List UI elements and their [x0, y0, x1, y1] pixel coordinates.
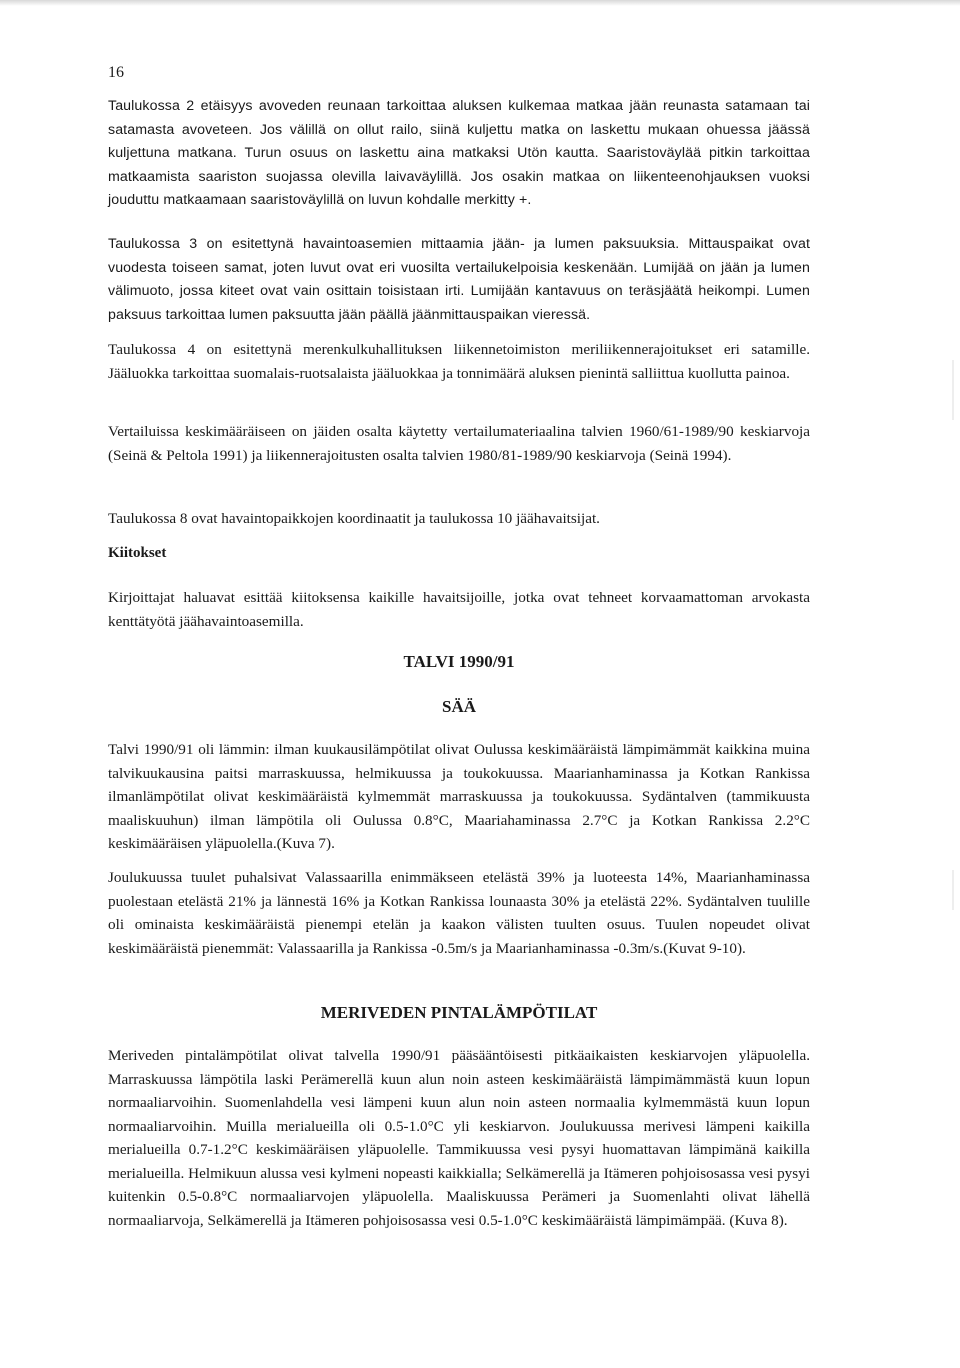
paragraph-taulukko-2: Taulukossa 2 etäisyys avoveden reunaan tarkoittaa aluksen kulkemaa matkaa jään reunasta satamaan tai satamasta avoveteen. Jos välillä on ollut railo, siinä kuljettu matka on laskettu mukaan ohuessa jäässä kuljettuna matkana. Turun osuus on laskettu aina matkaksi Utön kautta. Saaristoväylää pitkin tarkoittaa matkaamista saariston suojassa olevilla laivaväylillä. Jos osakin matkaa on liikenteenohjauksen vuoksi jouduttu matkaamaan saaristoväylillä on luvun kohdalle merkitty +. — [108, 98, 810, 208]
paragraph-tuulet: Joulukuussa tuulet puhalsivat Valassaarilla enimmäkseen etelästä 39% ja luoteesta 14%, Maarianhaminassa puolestaan etelästä 21% ja lännestä 16% ja Kotkan Rankissa lounaasta 30% ja etelästä 22%. Sydäntalven tuulille oli ominaista keskimääräistä pienempi etelän ja kaakon välisten tuulten osuus. Tuulen nopeudet olivat keskimääräistä pienemmät: Valassaarilla ja Rankissa -0.5m/s ja Maarianhaminassa -0.3m/s.(Kuvat 9-10). — [108, 869, 810, 957]
page-number: 16 — [108, 64, 124, 81]
paragraph-taulukko-4: Taulukossa 4 on esitettynä merenkulkuhallituksen liikennetoimiston meriliikennerajoitukset eri satamille. Jääluokka tarkoittaa suomalais-ruotsalaista jääluokkaa ja tonnimäärä aluksen pienintä salliittua kuollutta painoa. — [108, 341, 810, 382]
scan-edge — [0, 0, 960, 6]
paragraph-saa: Talvi 1990/91 oli lämmin: ilman kuukausilämpötilat olivat Oulussa keskimääräistä lämpimämmät kaikkina muina talvikuukausina paitsi marraskuussa, helmikuussa ja toukokuussa. Maarianhaminassa ja Kotkan Rankissa ilmanlämpötilat olivat keskimääräistä kylmemmät marraskuussa ja toukokuussa. Sydäntalven (tammikuusta maaliskuuhun) ilman lämpötila oli Oulussa 0.8°C, Maariahaminassa 2.7°C ja Kotkan Rankissa 2.2°C keskimääräisen yläpuolella.(Kuva 7). — [108, 741, 810, 852]
paragraph-vertailu: Vertailuissa keskimääräiseen on jäiden osalta käytetty vertailumateriaalina talvien 1960/61-1989/90 keskiarvoja (Seinä & Peltola 1991) ja liikennerajoitusten osalta talvien 1980/81-1989/90 keskiarvoja (Seinä 1994). — [108, 423, 810, 464]
heading-saa: SÄÄ — [441, 697, 476, 716]
heading-talvi: TALVI 1990/91 — [403, 652, 515, 671]
paragraph-taulukko-8: Taulukossa 8 ovat havaintopaikkojen koordinaatit ja taulukossa 10 jäähavaitsijat. — [108, 510, 600, 527]
scan-artifact — [952, 870, 954, 910]
paragraph-kiitokset: Kirjoittajat haluavat esittää kiitoksensa kaikille havaitsijoille, jotka ovat tehneet korvaamattoman arvokasta kenttätyötä jäähavaintoasemilla. — [108, 589, 810, 630]
heading-kiitokset: Kiitokset — [108, 545, 167, 561]
paragraph-meriveden: Meriveden pintalämpötilat olivat talvella 1990/91 pääsääntöisesti pitkäaikaisten keskiarvojen yläpuolella. Marraskuussa lämpötila laski Perämerellä kuun alun noin asteen keskimääräistä lämpimämmästä kuun lopun normaaliarvoihin. Suomenlahdella vesi lämpeni kuun alun noin asteen normaalia kylmemmästä kuun lopun normaaliarvoihin. Muilla merialueilla oli 0.5-1.0°C yli keskiarvon. Joulukuussa merivesi lämpeni kaikilla merialueilla 0.7-1.2°C keskimääräisen yläpuolelle. Tammikuussa vesi pysyi huomattavan lämpimänä kaikilla merialueilla. Helmikuun alussa vesi kylmeni nopeasti kaikkialla; Selkämerellä ja Itämeren pohjoisosassa vesi pysyi kuitenkin 0.5-0.8°C normaaliarvojen yläpuolella. Maaliskuussa Perämeri ja Suomenlahti olivat lähellä normaaliarvoja, Selkämerellä ja Itämeren pohjoisosassa vesi 0.5-1.0°C keskimääräistä lämpimämpää. (Kuva 8). — [108, 1047, 810, 1229]
scan-artifact — [952, 360, 954, 420]
heading-meriveden-pintalampotilat: MERIVEDEN PINTALÄMPÖTILAT — [320, 1003, 598, 1022]
paragraph-taulukko-3: Taulukossa 3 on esitettynä havaintoasemien mittaamia jään- ja lumen paksuuksia. Mittauspaikat ovat vuodesta toiseen samat, joten luvut ovat eri vuosilta vertailukelpoisia keskenään. Lumijää on jään ja lumen välimuoto, jossa kiteet ovat vain osittain toisistaan irti. Lumijään kantavuus on teräsjäätä heikompi. Lumen paksuus tarkoittaa lumen paksuutta jään päällä jäänmittauspaikan vieressä. — [108, 236, 810, 323]
